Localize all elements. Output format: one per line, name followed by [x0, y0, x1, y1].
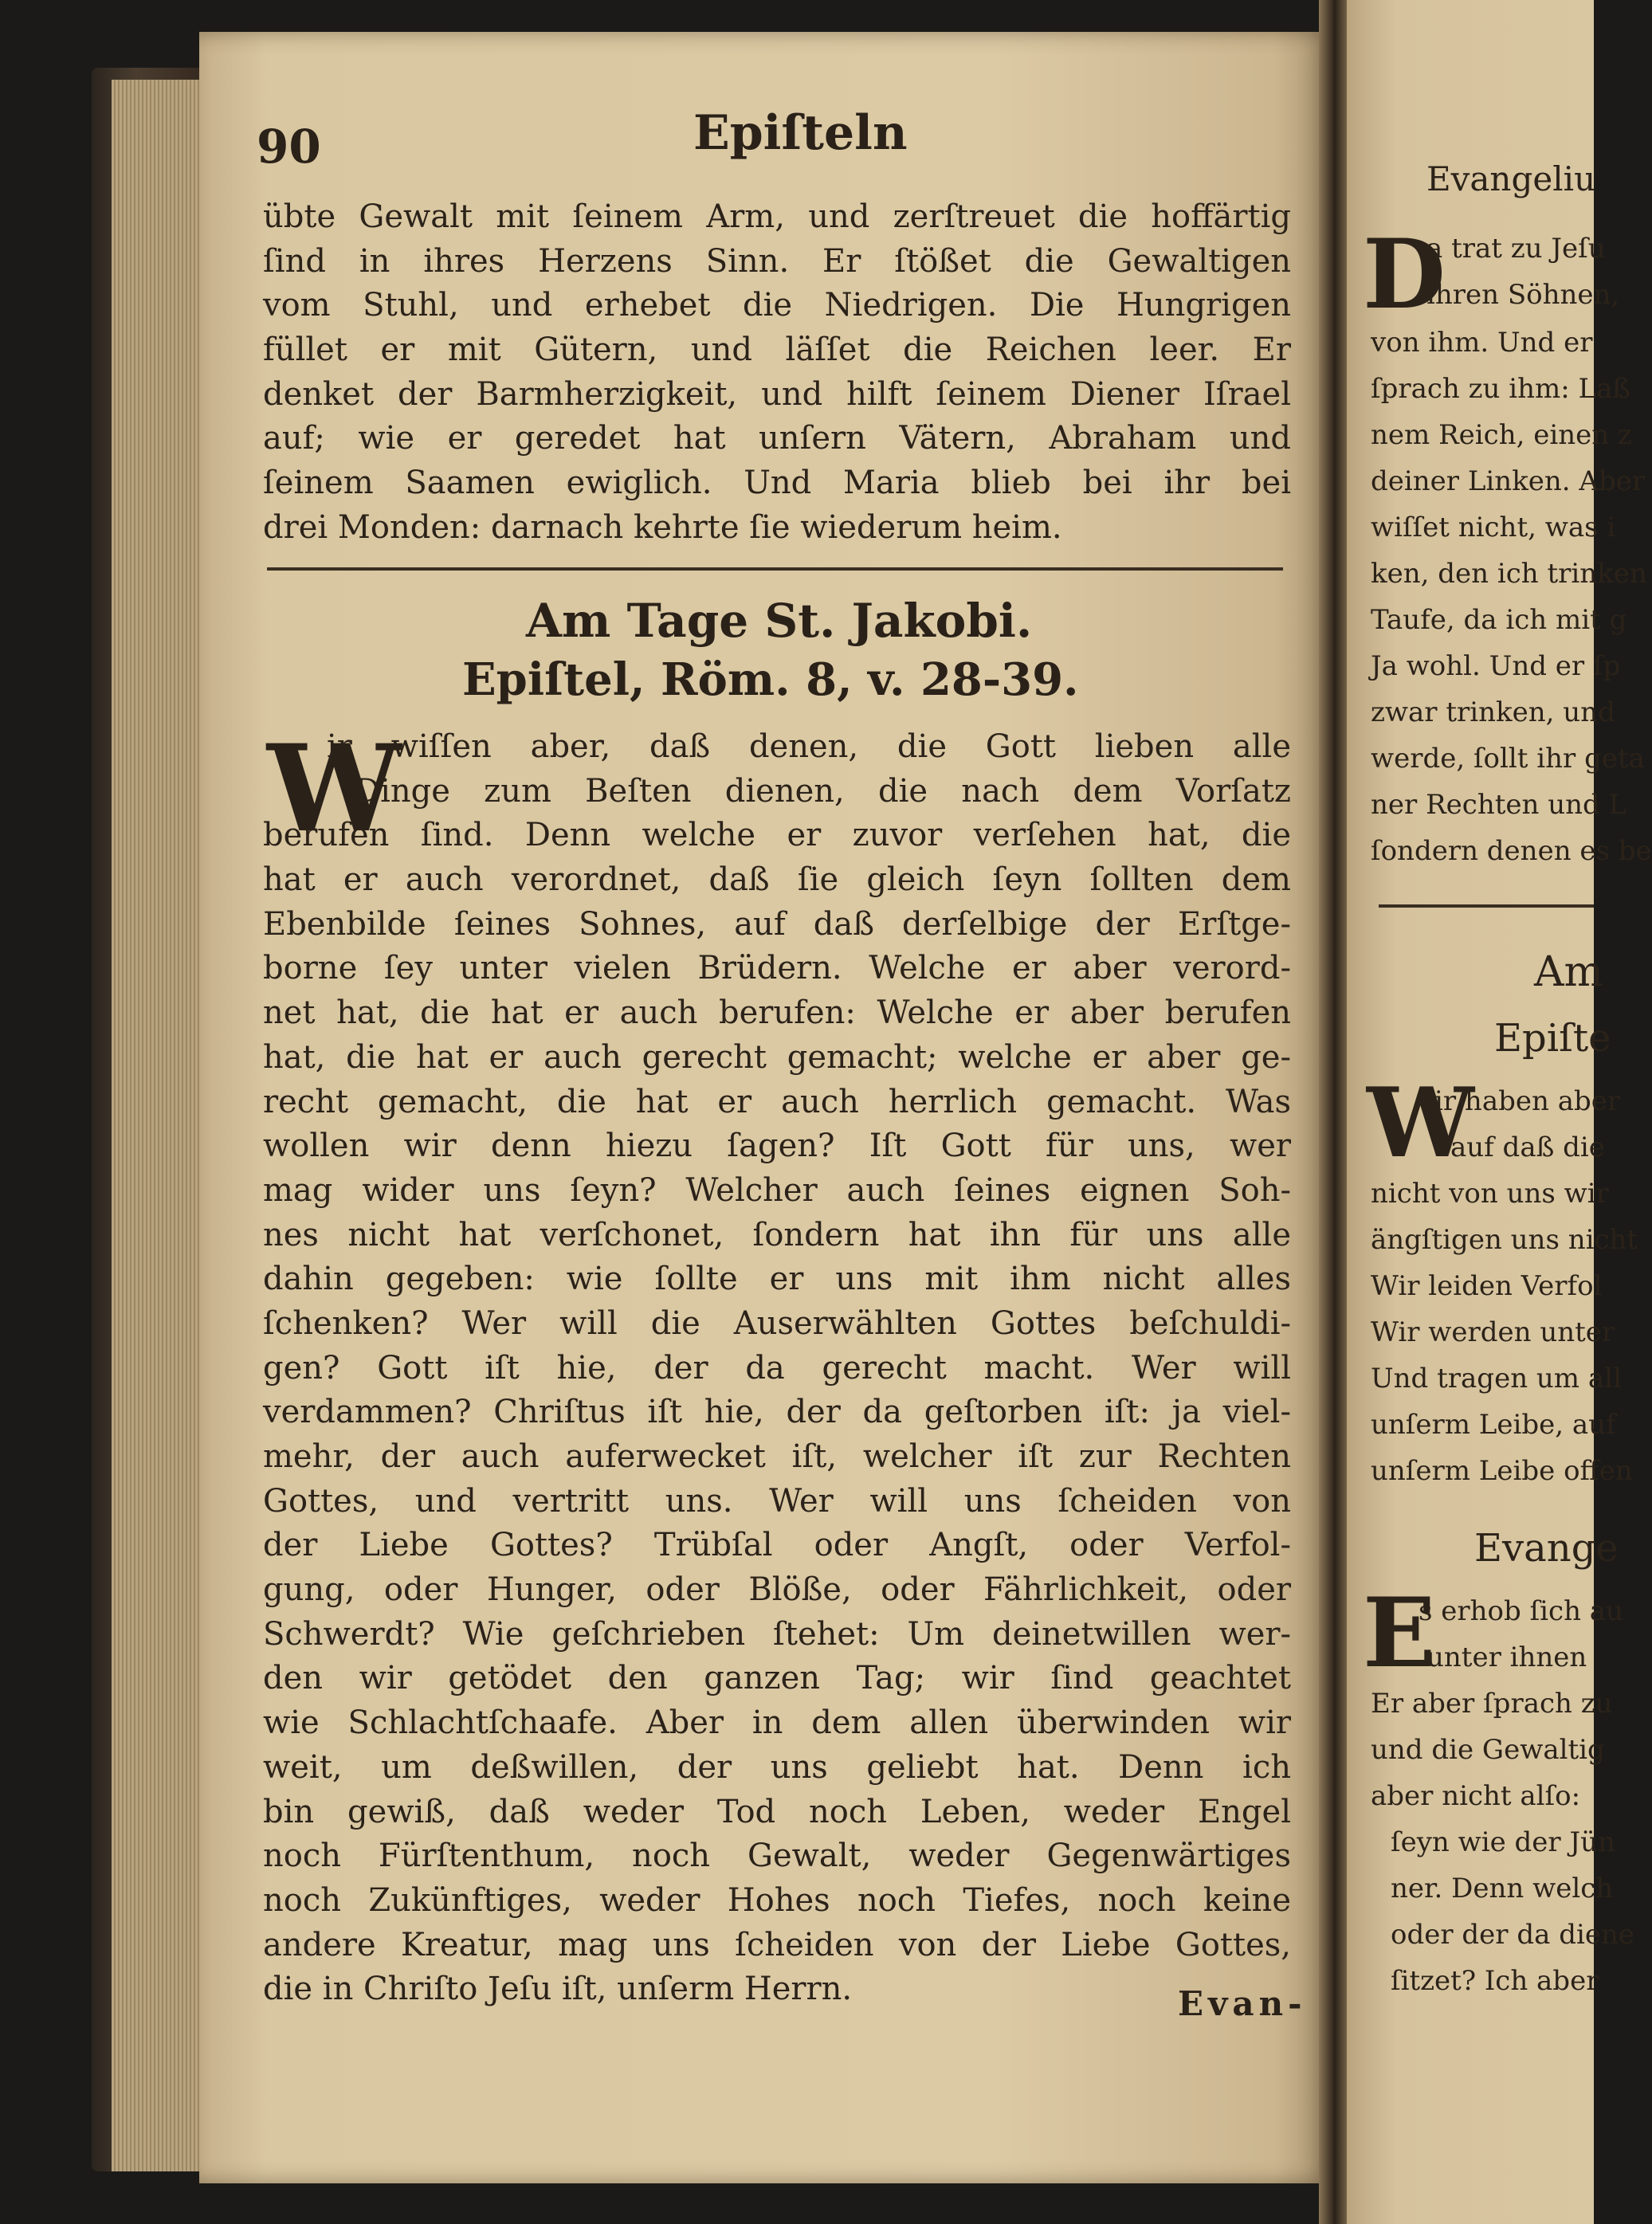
text-line: mehr, der auch auferwecket iſt, welcher iſt zur Rechten	[263, 1438, 1291, 1475]
text-line: hat, die hat er auch gerecht gemacht; welche er aber ge-	[263, 1038, 1291, 1076]
text-line: wie Schlachtſchaafe. Aber in dem allen überwinden wir	[263, 1704, 1291, 1742]
text-line: Schwerdt? Wie geſchrieben ſtehet: Um deinetwillen wer-	[263, 1615, 1291, 1653]
text-line: ſchenken? Wer will die Auserwählten Gottes beſchuldi-	[263, 1304, 1291, 1342]
right-text-line: ſprach zu ihm: Laß	[1371, 373, 1631, 405]
text-line: füllet er mit Gütern, und läſſet die Reichen leer. Er	[263, 331, 1291, 369]
text-line: auf; wie er geredet hat unſern Vätern, Abraham und	[263, 420, 1291, 457]
right-text-line: ner. Denn welch	[1391, 1873, 1614, 1904]
text-line: Dinge zum Beſten dienen, die nach dem Vorſatz	[355, 772, 1291, 810]
right-drop-cap: D	[1363, 218, 1446, 331]
right-text-line: und die Gewaltig	[1371, 1734, 1605, 1766]
right-drop-cap: E	[1363, 1577, 1436, 1689]
right-heading-feast: Am	[1534, 948, 1603, 996]
text-line: berufen ſind. Denn welche er zuvor verſehen hat, die	[263, 817, 1291, 854]
epistle-text	[263, 719, 1291, 2012]
text-line: noch Fürſtenthum, noch Gewalt, weder Gegenwärtiges	[263, 1838, 1291, 1875]
text-line: andere Kreatur, mag uns ſcheiden von der Liebe Gottes,	[263, 1926, 1291, 1963]
right-text-line: ſitzet? Ich aber	[1391, 1965, 1599, 1997]
text-line: gung, oder Hunger, oder Blöße, oder Fährlichkeit, oder	[263, 1571, 1291, 1609]
right-text-line: nicht von uns wir	[1371, 1178, 1609, 1210]
right-text-line: zwar trinken, und	[1371, 696, 1615, 728]
right-text-line: ir haben aber	[1434, 1085, 1621, 1117]
right-text-line: Taufe, da ich mit g	[1371, 604, 1627, 636]
section-subtitle: Epiſtel, Röm. 8, v. 28-39.	[462, 653, 1079, 706]
right-text-line: unſerm Leibe, auf	[1371, 1409, 1616, 1441]
text-line: nes nicht hat verſchonet, ſondern hat ihn für uns alle	[263, 1216, 1291, 1253]
right-text-line: ſondern denen es be	[1371, 835, 1652, 867]
right-page	[1347, 0, 1652, 2224]
right-text-line: unſerm Leibe offen	[1371, 1455, 1633, 1487]
book-gutter	[1319, 0, 1351, 2224]
section-divider	[267, 567, 1283, 571]
right-text-line: ken, den ich trinken	[1371, 558, 1647, 590]
right-text-line: aber nicht alſo:	[1371, 1780, 1581, 1812]
text-line: verdammen? Chriſtus iſt hie, der da geſtorben iſt: ja viel-	[263, 1394, 1291, 1431]
text-line: ir wiſſen aber, daß denen, die Gott lieben alle	[327, 728, 1291, 765]
right-text-line: Ja wohl. Und er ſp	[1371, 650, 1621, 682]
right-drop-cap: W	[1367, 1067, 1474, 1179]
text-line: der Liebe Gottes? Trübſal oder Angſt, oder Verfol-	[263, 1527, 1291, 1564]
text-line: hat er auch verordnet, daß ſie gleich ſeyn ſollten dem	[263, 861, 1291, 899]
text-line: recht gemacht, die hat er auch herrlich gemacht. Was	[263, 1083, 1291, 1120]
right-text-line: oder der da diene	[1391, 1919, 1634, 1951]
text-line: dahin gegeben: wie ſollte er uns mit ihm nicht alles	[263, 1261, 1291, 1298]
catchword: Evan-	[1178, 1984, 1307, 2023]
right-text-line: von ihm. Und er	[1371, 327, 1593, 359]
text-line: borne ſey unter vielen Brüdern. Welche er aber verord-	[263, 950, 1291, 987]
right-text-line: auf daß die	[1450, 1132, 1605, 1163]
text-line: net hat, die hat er auch berufen: Welche er aber berufen	[263, 994, 1291, 1032]
right-text-line: Er aber ſprach zu	[1371, 1688, 1613, 1720]
page-number: 90	[257, 120, 321, 174]
right-section-divider	[1379, 904, 1594, 908]
text-line: vom Stuhl, und erhebet die Niedrigen. Die Hungrigen	[263, 287, 1291, 324]
text-line: die in Chriſto Jeſu iſt, unſerm Herrn.	[263, 1971, 853, 2008]
right-heading-gospel: Evangeliu	[1426, 159, 1596, 198]
right-text-line: Wir leiden Verfol	[1371, 1270, 1603, 1302]
page-edges	[112, 80, 207, 2171]
text-line: übte Gewalt mit ſeinem Arm, und zerſtreuet die hoffärtig	[263, 198, 1291, 235]
right-text-line: deiner Linken. Aber	[1371, 465, 1646, 497]
text-line: Gottes, und vertritt uns. Wer will uns ſcheiden von	[263, 1482, 1291, 1520]
magnificat-text	[263, 195, 1291, 551]
drop-cap-initial: W	[267, 719, 402, 859]
right-text-line: wiſſet nicht, was i	[1371, 512, 1616, 543]
right-heading-gospel-2: Evange	[1474, 1526, 1619, 1571]
right-text-line: ſeyn wie der Jün	[1391, 1826, 1615, 1858]
right-text-line: Wir werden unter	[1371, 1316, 1615, 1348]
text-line: drei Monden: darnach kehrte ſie wiederum heim.	[263, 508, 1062, 546]
text-line: wollen wir denn hiezu ſagen? Iſt Gott für uns, wer	[263, 1128, 1291, 1165]
right-text-line: ängſtigen uns nicht	[1371, 1224, 1638, 1256]
text-line: gen? Gott iſt hie, der da gerecht macht. Wer will	[263, 1349, 1291, 1387]
text-line: ſind in ihres Herzens Sinn. Er ſtößet die Gewaltigen	[263, 242, 1291, 280]
text-line: noch Zukünftiges, weder Hohes noch Tiefes, noch keine	[263, 1881, 1291, 1919]
text-line: mag wider uns ſeyn? Welcher auch ſeines eignen Soh-	[263, 1171, 1291, 1209]
right-heading-epistle: Epiſte	[1494, 1016, 1611, 1061]
right-text-line: werde, ſollt ihr geta	[1371, 743, 1645, 775]
right-text-line: ihren Söhnen,	[1426, 279, 1620, 311]
right-text-line: nem Reich, einen z	[1371, 419, 1632, 451]
text-line: bin gewiß, daß weder Tod noch Leben, weder Engel	[263, 1793, 1291, 1830]
text-line: weit, um deßwillen, der uns geliebt hat. Denn ich	[263, 1748, 1291, 1786]
right-text-line: s erhob ſich au	[1419, 1595, 1623, 1627]
right-text-line: ner Rechten und L	[1371, 789, 1627, 821]
text-line: denket der Barmherzigkeit, und hilft ſeinem Diener Iſrael	[263, 375, 1291, 413]
text-line: Ebenbilde ſeines Sohnes, auf daß derſelbige der Erſtge-	[263, 905, 1291, 943]
right-text-line: Und tragen um all	[1371, 1363, 1622, 1394]
section-title: Am Tage St. Jakobi.	[526, 594, 1033, 648]
text-line: den wir getödet den ganzen Tag; wir ſind geachtet	[263, 1660, 1291, 1697]
right-text-line: unter ihnen	[1426, 1642, 1587, 1673]
text-line: ſeinem Saamen ewiglich. Und Maria blieb bei ihr bei	[263, 465, 1291, 502]
right-text-line: a trat zu Jeſu	[1426, 233, 1606, 265]
running-head: Epiſteln	[693, 105, 908, 161]
